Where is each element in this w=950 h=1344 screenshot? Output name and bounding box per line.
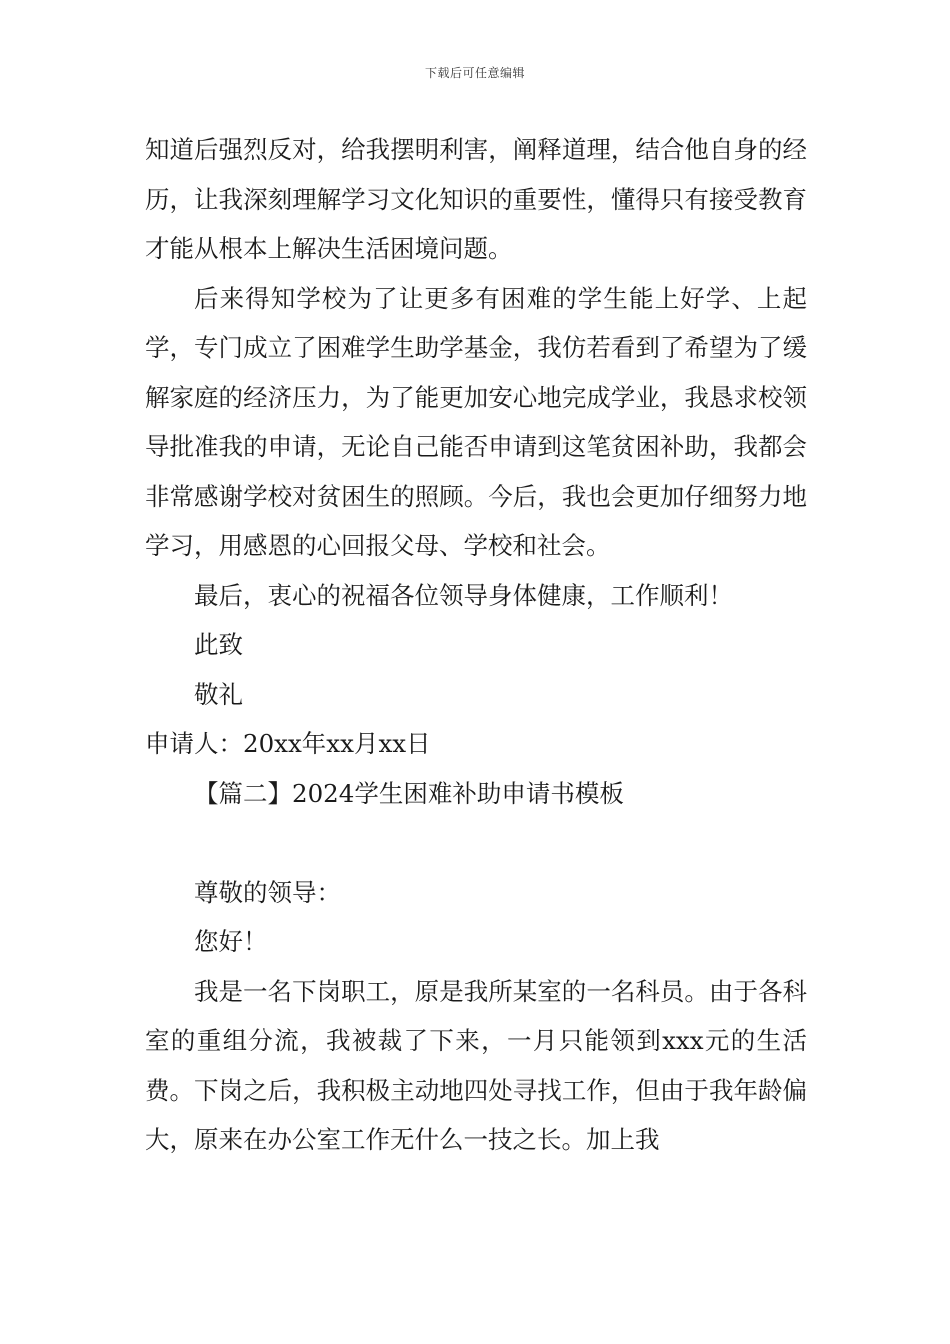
closing-jingli: 敬礼: [194, 679, 243, 709]
greeting: 您好！: [194, 927, 268, 956]
section-title: 【篇二】2024学生困难补助申请书模板: [194, 778, 624, 808]
applicant-signature-line: 申请人：20xx年xx月xx日: [145, 729, 431, 758]
paragraph-1: 知道后强烈反对，给我摆明利害，阐释道理，结合他自身的经历，让我深刻理解学习文化知识的重要性，懂得只有接受教育才能从根本上解决生活困境问题。: [145, 135, 807, 263]
blank-line: [145, 818, 807, 868]
paragraph-closing-wish: 最后，衷心的祝福各位领导身体健康，工作顺利！: [194, 580, 733, 610]
paragraph-3: 我是一名下岗职工，原是我所某室的一名科员。由于各科室的重组分流，我被裁了下来，一月只能领到xxx元的生活费。下岗之后，我积极主动地四处寻找工作，但由于我年龄偏大，原来在办公室工作无什么一技之长。加上我: [145, 976, 807, 1154]
paragraph-2: 后来得知学校为了让更多有困难的学生能上好学、上起学，专门成立了困难学生助学基金，我仿若看到了希望为了缓解家庭的经济压力，为了能更加安心地完成学业，我恳求校领导批准我的申请，无论自己能否申请到这笔贫困补助，我都会非常感谢学校对贫困生的照顾。今后，我也会更加仔细努力地学习，用感恩的心回报父母、学校和社会。: [145, 283, 807, 560]
closing-cizhi: 此致: [194, 630, 243, 659]
page-header: 下载后可任意编辑: [424, 66, 525, 80]
document-body: [145, 125, 807, 1165]
salutation: 尊敬的领导：: [194, 877, 341, 907]
